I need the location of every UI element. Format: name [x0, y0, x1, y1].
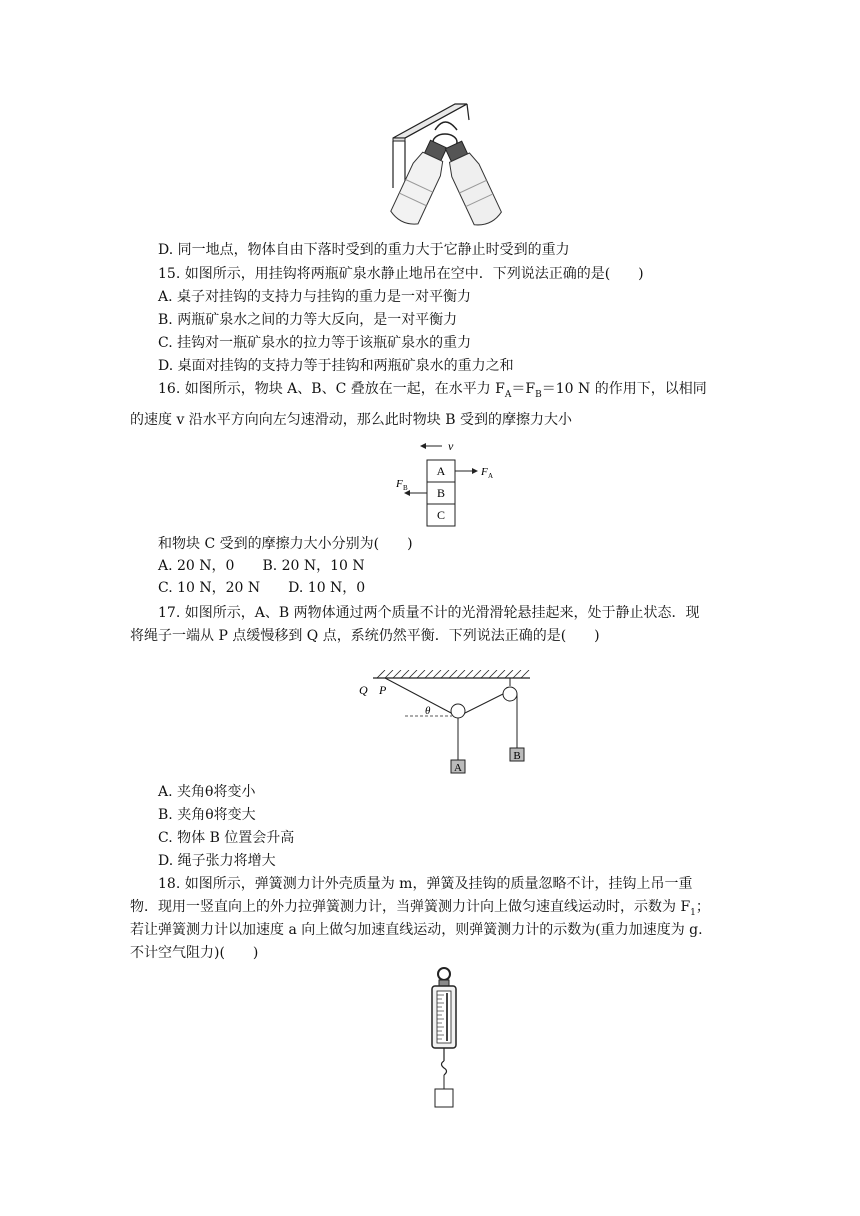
theta-label: θ — [425, 705, 431, 717]
q16-option-a: A. 20 N，0 — [158, 558, 235, 574]
q15-option-b: B. 两瓶矿泉水之间的力等大反向，是一对平衡力 — [158, 312, 458, 328]
q16-stem-part3: ＝10 N 的作用下，以相同 — [541, 381, 707, 397]
q17-stem-line2: 将绳子一端从 P 点缓慢移到 Q 点，系统仍然平衡．下列说法正确的是( ) — [130, 628, 600, 644]
q16-option-d: D. 10 N，0 — [288, 580, 366, 596]
q16-options-row2 — [158, 578, 365, 598]
block-b-label-q17: B — [513, 750, 521, 762]
q18-stem-line3: 若让弹簧测力计以加速度 a 向上做匀加速直线运动，则弹簧测力计的示数为(重力加速度为 g. — [130, 922, 703, 938]
block-c-label: C — [436, 508, 446, 522]
q16-stem-line3: 和物块 C 受到的摩擦力大小分别为( ) — [158, 536, 413, 552]
q18-stem-line4: 不计空气阻力)( ) — [130, 945, 259, 961]
velocity-label: v — [448, 439, 454, 453]
point-p-label: P — [379, 683, 387, 697]
force-a-label: F — [481, 466, 488, 478]
q16-stem-part1: 16. 如图所示，物块 A、B、C 叠放在一起，在水平力 F — [158, 381, 505, 397]
q16-option-c: C. 10 N，20 N — [158, 580, 261, 596]
q18-stem-line2 — [130, 897, 710, 923]
block-b-label: B — [436, 486, 446, 500]
q15-option-d: D. 桌面对挂钩的支持力等于挂钩和两瓶矿泉水的重力之和 — [158, 358, 514, 374]
q16-sub-a: A — [504, 389, 512, 400]
q18-stem-part2: ； — [695, 899, 710, 915]
q15-stem: 15. 如图所示，用挂钩将两瓶矿泉水静止地吊在空中．下列说法正确的是( ) — [158, 266, 644, 282]
q16-sub-b: B — [535, 389, 542, 400]
q17-option-a: A. 夹角θ将变小 — [158, 784, 256, 800]
point-q-label: Q — [359, 683, 368, 697]
pulley-figure — [355, 670, 535, 778]
q16-stem-part2: ＝F — [511, 381, 536, 397]
q15-option-a: A. 桌子对挂钩的支持力与挂钩的重力是一对平衡力 — [158, 289, 472, 305]
block-a-label: A — [436, 464, 446, 478]
q17-option-c: C. 物体 B 位置会升高 — [158, 830, 295, 846]
q18-stem-line1: 18. 如图所示，弹簧测力计外壳质量为 m，弹簧及挂钩的质量忽略不计，挂钩上吊一重 — [158, 876, 693, 892]
block-a-label-q17: A — [454, 762, 462, 774]
q16-stem-line1 — [158, 379, 707, 405]
force-b-label: F — [396, 478, 403, 490]
q18-sub-1: 1 — [690, 907, 696, 918]
q14-option-d: D. 同一地点，物体自由下落时受到的重力大于它静止时受到的重力 — [158, 242, 570, 258]
force-a-sub: A — [488, 472, 494, 480]
spring-balance-figure — [420, 965, 468, 1110]
q18-stem-part1: 物．现用一竖直向上的外力拉弹簧测力计，当弹簧测力计向上做匀速直线运动时，示数为 F — [130, 899, 691, 915]
force-b-sub: B — [403, 484, 408, 492]
q16-options-row1 — [158, 556, 365, 576]
q16-option-b: B. 20 N，10 N — [262, 558, 365, 574]
q17-stem-line1: 17. 如图所示，A、B 两物体通过两个质量不计的光滑滑轮悬挂起来，处于静止状态．现 — [158, 605, 700, 621]
bottles-hook-figure — [385, 100, 525, 240]
q15-option-c: C. 挂钩对一瓶矿泉水的拉力等于该瓶矿泉水的重力 — [158, 335, 472, 351]
q17-option-b: B. 夹角θ将变大 — [158, 807, 256, 823]
q17-option-d: D. 绳子张力将增大 — [158, 853, 276, 869]
q16-stem-line2: 的速度 v 沿水平方向向左匀速滑动，那么此时物块 B 受到的摩擦力大小 — [130, 412, 572, 428]
stacked-blocks-figure — [390, 436, 510, 532]
